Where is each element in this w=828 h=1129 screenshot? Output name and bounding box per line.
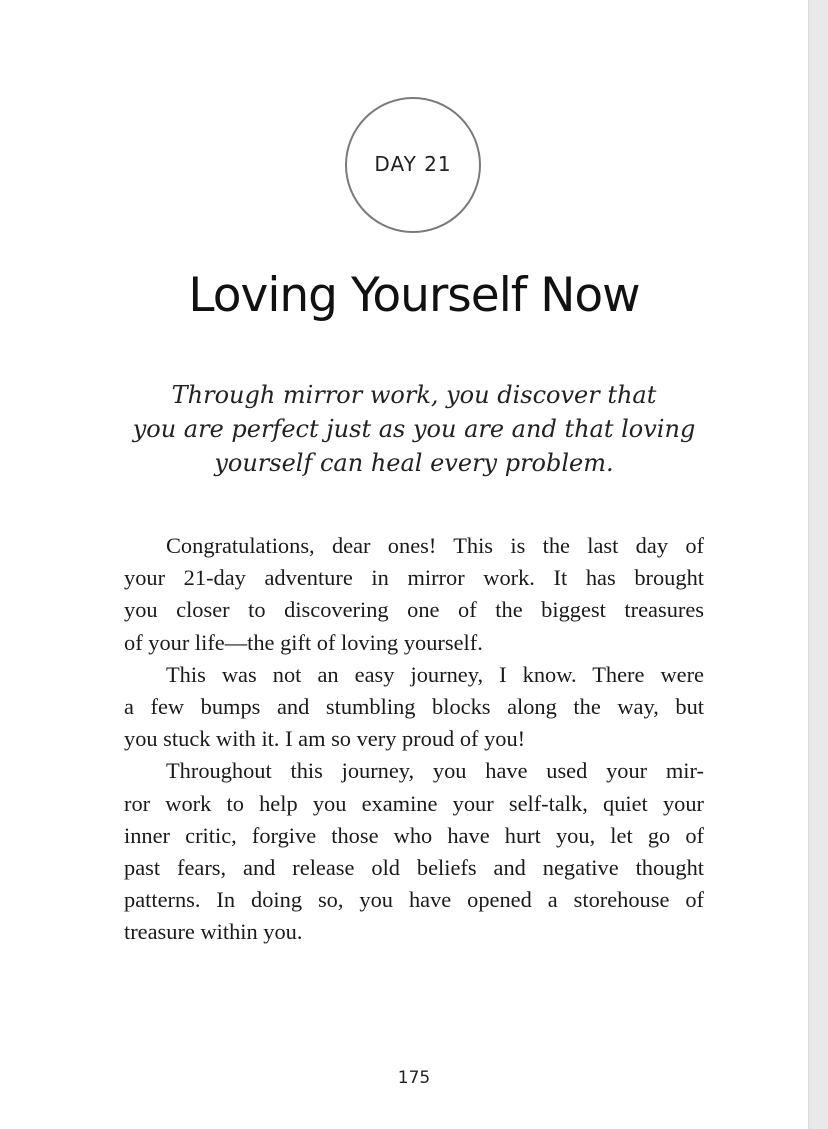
text-line: you stuck with it. I am so very proud of you! <box>124 726 526 752</box>
day-label: DAY 21 <box>374 152 452 176</box>
epigraph-line: Through mirror work, you discover that <box>171 381 657 409</box>
paragraph <box>124 755 704 948</box>
text-line: ror work to help you examine your self-talk, quiet your <box>124 790 704 816</box>
text-line: inner critic, forgive those who have hurt you, let go of <box>124 822 704 848</box>
epigraph-line: yourself can heal every problem. <box>214 449 614 477</box>
epigraph-line: you are perfect just as you are and that loving <box>132 415 696 443</box>
text-line: of your life—the gift of loving yourself. <box>124 629 483 655</box>
text-line: a few bumps and stumbling blocks along the way, but <box>124 694 704 720</box>
chapter-title: Loving Yourself Now <box>188 268 640 323</box>
epigraph <box>128 378 700 480</box>
text-line: treasure within you. <box>124 919 303 945</box>
paragraph <box>124 659 704 756</box>
body-text <box>124 530 704 949</box>
text-line: patterns. In doing so, you have opened a storehouse of <box>124 887 704 913</box>
text-line: Throughout this journey, you have used your mir- <box>166 758 704 784</box>
text-line: your 21-day adventure in mirror work. It has brought <box>124 565 704 591</box>
text-line: you closer to discovering one of the biggest treasures <box>124 597 704 623</box>
paragraph <box>124 530 704 659</box>
page-edge-scrollbar[interactable] <box>808 0 828 1129</box>
page-number: 175 <box>397 1068 431 1088</box>
day-badge-circle <box>345 97 481 233</box>
text-line: This was not an easy journey, I know. There were <box>166 661 704 687</box>
text-line: Congratulations, dear ones! This is the last day of <box>166 533 704 558</box>
text-line: past fears, and release old beliefs and negative thought <box>124 855 704 881</box>
